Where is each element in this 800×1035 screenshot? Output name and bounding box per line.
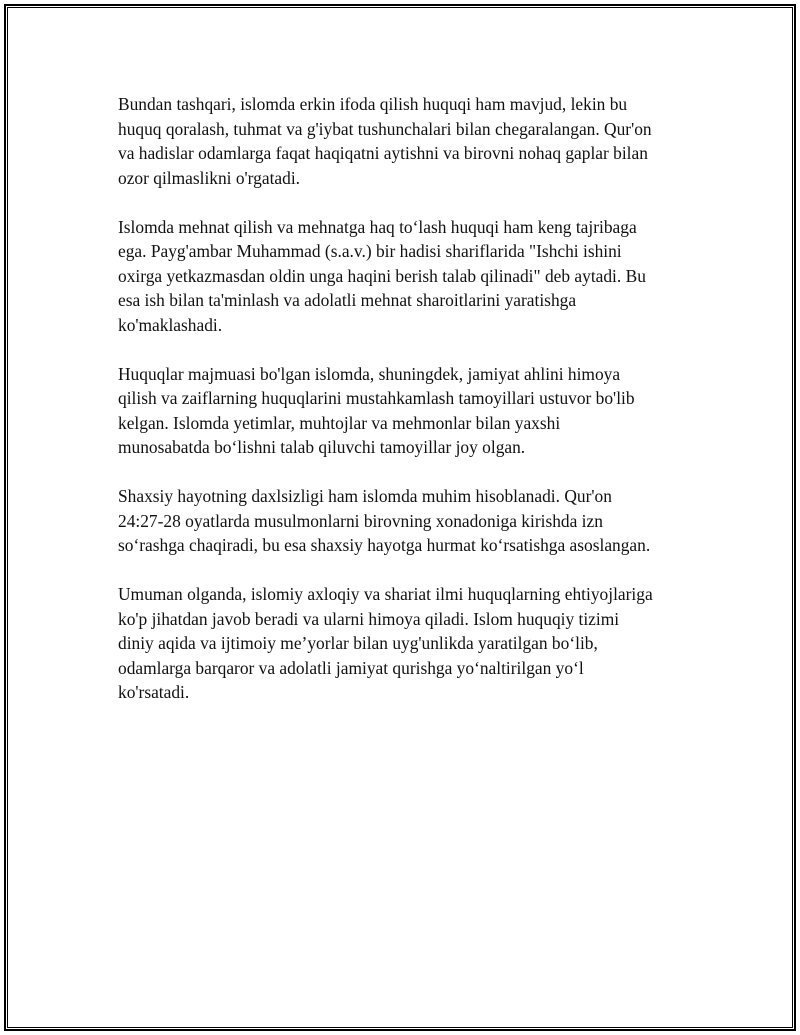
document-body bbox=[118, 92, 698, 729]
paragraph-free-expression: Bundan tashqari, islomda erkin ifoda qilish huquqi ham mavjud, lekin bu huquq qoralash, tuhmat va g'iybat tushunchalari bilan chegaralangan. Qur'on va hadislar odamlarga faqat haqiqatni aytishni va birovni nohaq gaplar bilan ozor qilmaslikni o'rgatadi. bbox=[118, 94, 652, 188]
paragraph-privacy: Shaxsiy hayotning daxlsizligi ham islomda muhim hisoblanadi. Qur'on 24:27-28 oyatlarda musulmonlarni birovning xonadoniga kirishda izn so‘rashga chaqiradi, bu esa shaxsiy hayotga hurmat ko‘rsatishga asoslangan. bbox=[118, 486, 651, 555]
paragraph-labor-rights: Islomda mehnat qilish va mehnatga haq to‘lash huquqi ham keng tajribaga ega. Payg'ambar Muhammad (s.a.v.) bir hadisi shariflarida "Ishchi ishini oxirga yetkazmasdan oldin unga haqini berish talab qilinadi" deb aytadi. Bu esa ish bilan ta'minlash va adolatli mehnat sharoitlarini yaratishga ko'maklashadi. bbox=[118, 216, 646, 335]
paragraph-protection-of-vulnerable: Huquqlar majmuasi bo'lgan islomda, shuningdek, jamiyat ahlini himoya qilish va zaiflarning huquqlarini mustahkamlash tamoyillari ustuvor bo'lib kelgan. Islomda yetimlar, muhtojlar va mehmonlar bilan yaxshi munosabatda bo‘lishni talab qiluvchi tamoyillar joy olgan. bbox=[118, 363, 635, 457]
paragraph-conclusion: Umuman olganda, islomiy axloqiy va shariat ilmi huquqlarning ehtiyojlariga ko'p jihatdan javob beradi va ularni himoya qiladi. Islom huquqiy tizimi diniy aqida va ijtimoiy me’yorlar bilan uyg'unlikda yaratilgan bo‘lib, odamlarga barqaror va adolatli jamiyat qurishga yo‘naltirilgan yo‘l ko'rsatadi. bbox=[118, 584, 653, 702]
